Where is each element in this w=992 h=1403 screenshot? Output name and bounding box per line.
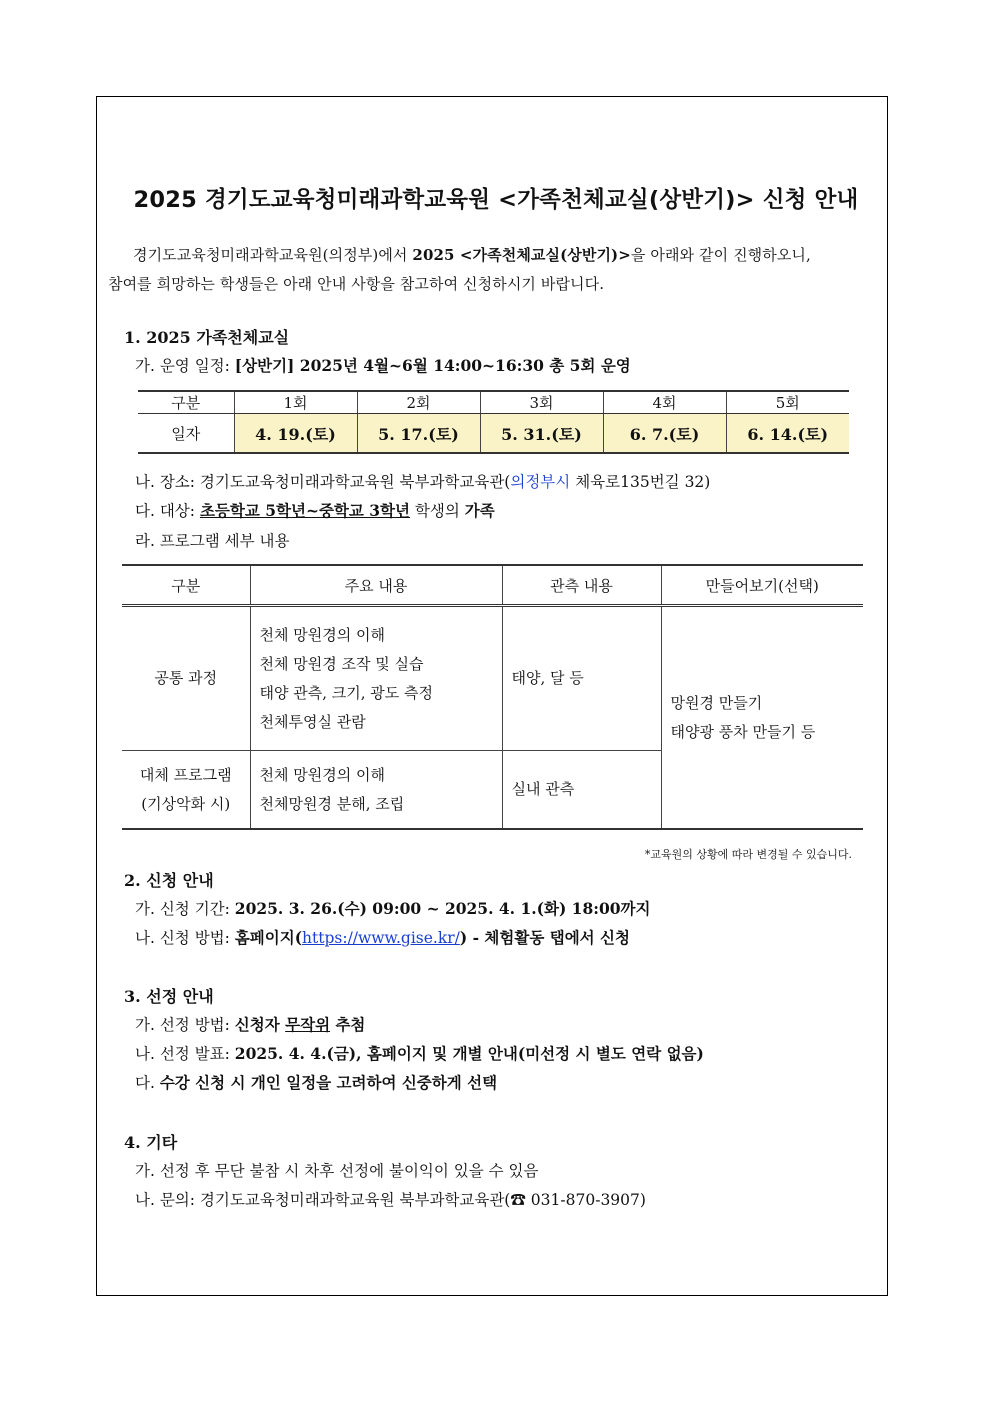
caution-text: 수강 신청 시 개인 일정을 고려하여 신중하게 선택: [159, 1073, 498, 1092]
program-content-item: 천체 망원경의 이해: [259, 765, 385, 784]
intro-line-1: [133, 241, 811, 269]
schedule-value: [상반기] 2025년 4월~6월 14:00~16:30 총 5회 운영: [234, 356, 631, 375]
program-category-alt-note: (기상악화 시): [141, 794, 231, 813]
program-make: [661, 606, 863, 830]
program-content-item: 태양 관측, 크기, 광도 측정: [259, 683, 434, 702]
target-line: [135, 499, 495, 521]
intro-text: 경기도교육청미래과학교육원(의정부)에서: [133, 246, 413, 264]
program-category-alt-label: 대체 프로그램: [139, 765, 232, 784]
apply-method-tab: ) - 체험활동 탭에서 신청: [459, 928, 630, 947]
schedule-date-cell: 5. 31.(토): [480, 414, 603, 454]
apply-method-label: 나. 신청 방법:: [135, 929, 235, 947]
contact-text: 나. 문의: 경기도교육청미래과학교육원 북부과학교육관(: [135, 1191, 511, 1209]
page-title: 2025 경기도교육청미래과학교육원 <가족천체교실(상반기)> 신청 안내: [133, 187, 859, 213]
program-observation-alt: 실내 관측: [502, 751, 661, 830]
schedule-date-cell: 4. 19.(토): [234, 414, 357, 454]
intro-line-2: 참여를 희망하는 학생들은 아래 안내 사항을 참고하여 신청하시기 바랍니다.: [108, 275, 605, 293]
caution-label: 다.: [135, 1074, 160, 1092]
place-city: 의정부시: [510, 473, 571, 491]
target-label: 다. 대상:: [135, 502, 200, 520]
program-header-cell: 주요 내용: [250, 565, 502, 606]
target-text: 학생의: [410, 502, 465, 520]
schedule-header-cell: 3회: [480, 391, 603, 414]
place-line: [135, 470, 710, 492]
schedule-header-cell: 5회: [726, 391, 849, 414]
intro-text-end: 을 아래와 같이 진행하오니,: [630, 246, 811, 264]
section1-heading: 1. 2025 가족천체교실: [124, 328, 290, 347]
schedule-date-row: [138, 414, 849, 454]
intro-program-name: 2025 <가족천체교실(상반기)>: [412, 246, 631, 264]
homepage-link[interactable]: https://www.gise.kr/: [302, 929, 460, 947]
apply-period-value: 2025. 3. 26.(수) 09:00 ~ 2025. 4. 1.(화) 18:00까지: [234, 899, 651, 918]
program-make-item: 태양광 풍차 만들기 등: [670, 722, 816, 741]
apply-period-label: 가. 신청 기간:: [135, 900, 235, 918]
selection-method-line: [135, 1013, 365, 1035]
program-contents: [250, 606, 502, 751]
program-content-item: 천체 망원경 조작 및 실습: [259, 654, 424, 673]
selection-random: 무작위: [285, 1015, 331, 1034]
schedule-header-row: [138, 391, 849, 414]
schedule-row-label: 일자: [138, 414, 234, 454]
penalty-line: 가. 선정 후 무단 불참 시 차후 선정에 불이익이 있을 수 있음: [135, 1162, 539, 1180]
schedule-date-cell: 6. 7.(토): [603, 414, 726, 454]
schedule-header-cell: 4회: [603, 391, 726, 414]
program-make-item: 망원경 만들기: [670, 693, 763, 712]
apply-method-homepage: 홈페이지(: [234, 928, 303, 947]
program-header-cell: 관측 내용: [502, 565, 661, 606]
program-content-item: 천체 망원경의 이해: [259, 625, 385, 644]
schedule-date-cell: 5. 17.(토): [357, 414, 480, 454]
program-category: 공통 과정: [122, 606, 250, 751]
place-address: 체육로135번길 32): [570, 473, 711, 491]
program-observation: 태양, 달 등: [502, 606, 661, 751]
target-family: 가족: [464, 501, 495, 520]
contact-number: 031-870-3907): [525, 1191, 646, 1209]
target-grades: 초등학교 5학년~중학교 3학년: [199, 501, 410, 520]
schedule-header-cell: 구분: [138, 391, 234, 414]
schedule-header-cell: 1회: [234, 391, 357, 414]
program-table: [122, 564, 863, 830]
selection-announce-value: 2025. 4. 4.(금), 홈페이지 및 개별 안내(미선정 시 별도 연락 없음): [234, 1044, 704, 1063]
schedule-line: [135, 354, 631, 376]
section2-heading: 2. 신청 안내: [124, 871, 214, 890]
selection-announce-line: [135, 1042, 704, 1064]
program-header-row: [122, 565, 863, 606]
caution-line: [135, 1071, 497, 1093]
apply-period-line: [135, 897, 651, 919]
section3-heading: 3. 선정 안내: [124, 987, 214, 1006]
apply-method-line: [135, 926, 630, 948]
schedule-table: [138, 390, 849, 454]
selection-method-label: 가. 선정 방법:: [135, 1016, 235, 1034]
program-content-item: 천체망원경 분해, 조립: [259, 794, 405, 813]
place-text: 나. 장소: 경기도교육청미래과학교육원 북부과학교육관(: [135, 473, 511, 491]
program-contents-alt: [250, 751, 502, 830]
program-header-cell: 만들어보기(선택): [661, 565, 863, 606]
program-heading: 라. 프로그램 세부 내용: [135, 532, 290, 550]
contact-line: [135, 1188, 646, 1210]
selection-method-text: 신청자: [234, 1015, 286, 1034]
schedule-label: 가. 운영 일정:: [135, 357, 235, 375]
program-header-cell: 구분: [122, 565, 250, 606]
program-row-common: [122, 606, 863, 751]
program-category-alt: [122, 751, 250, 830]
schedule-header-cell: 2회: [357, 391, 480, 414]
selection-announce-label: 나. 선정 발표:: [135, 1045, 235, 1063]
program-content-item: 천체투영실 관람: [259, 712, 366, 731]
selection-draw: 추첨: [330, 1015, 366, 1034]
section4-heading: 4. 기타: [124, 1133, 178, 1152]
phone-icon: ☎: [510, 1191, 526, 1209]
change-note: *교육원의 상황에 따라 변경될 수 있습니다.: [644, 848, 852, 861]
schedule-date-cell: 6. 14.(토): [726, 414, 849, 454]
